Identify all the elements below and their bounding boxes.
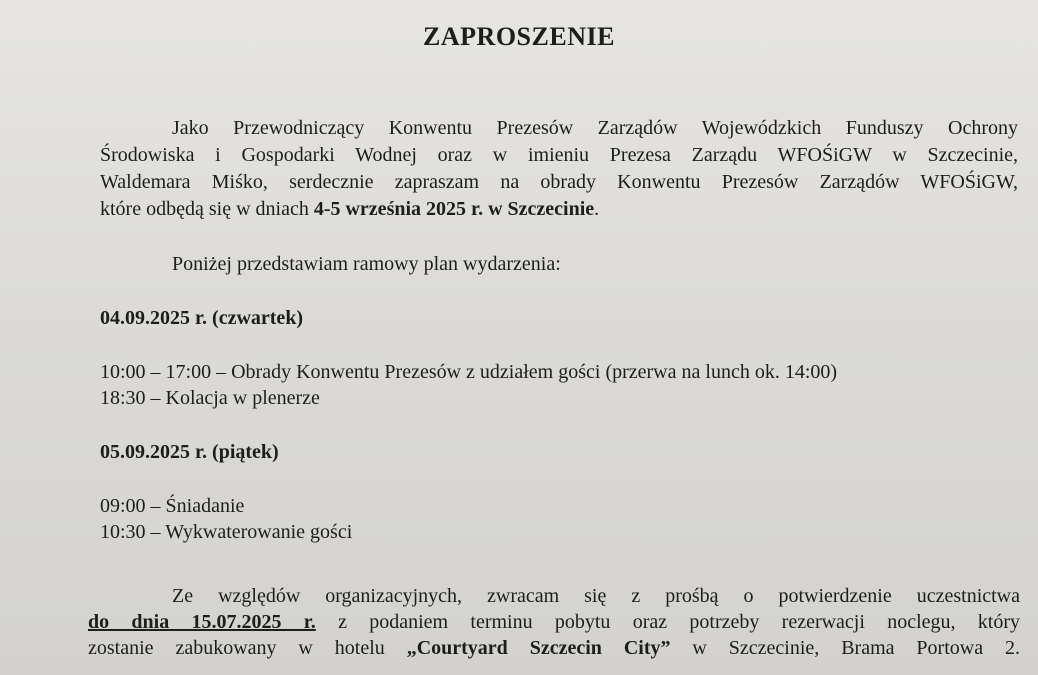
- intro-line-2: Środowiska i Gospodarki Wodnej oraz w imieniu Prezesa Zarządu WFOŚiGW w Szczecinie,: [100, 144, 1018, 166]
- day-2-heading: 05.09.2025 r. (piątek): [100, 441, 279, 463]
- closing-line-2: [88, 608, 1020, 636]
- intro-line-4: [100, 195, 599, 223]
- closing-line-3: [88, 634, 1020, 662]
- intro-line-4-end: .: [594, 198, 600, 220]
- closing-line-1: Ze względów organizacyjnych, zwracam się z prośbą o potwierdzenie uczestnictwa: [172, 585, 1020, 607]
- intro-line-4-text: które odbędą się w dniach: [100, 198, 314, 220]
- event-dates-location: 4-5 września 2025 r. w Szczecinie: [313, 198, 595, 220]
- document-title: ZAPROSZENIE: [423, 22, 615, 51]
- day-1-heading: 04.09.2025 r. (czwartek): [100, 307, 304, 329]
- confirmation-deadline: do dnia 15.07.2025 r.: [88, 611, 316, 633]
- day-1-item-2: 18:30 – Kolacja w plenerze: [100, 387, 320, 409]
- closing-line-3-end: w Szczecinie, Brama Portowa 2.: [670, 637, 1020, 659]
- closing-line-3-text: zostanie zabukowany w hotelu: [88, 637, 407, 659]
- intro-line-1: Jako Przewodniczący Konwentu Prezesów Zarządów Wojewódzkich Funduszy Ochrony: [172, 117, 1018, 139]
- hotel-name: „Courtyard Szczecin City”: [406, 637, 671, 659]
- day-2-item-1: 09:00 – Śniadanie: [100, 495, 245, 517]
- plan-intro: Poniżej przedstawiam ramowy plan wydarzenia:: [172, 253, 561, 275]
- day-1-item-1: 10:00 – 17:00 – Obrady Konwentu Prezesów z udziałem gości (przerwa na lunch ok. 14:00): [100, 361, 838, 383]
- intro-line-3: Waldemara Miśko, serdecznie zapraszam na obrady Konwentu Prezesów Zarządów WFOŚiGW,: [100, 171, 1018, 193]
- closing-line-2-text: z podaniem terminu pobytu oraz potrzeby rezerwacji noclegu, który: [315, 611, 1021, 633]
- day-2-item-2: 10:30 – Wykwaterowanie gości: [100, 521, 353, 543]
